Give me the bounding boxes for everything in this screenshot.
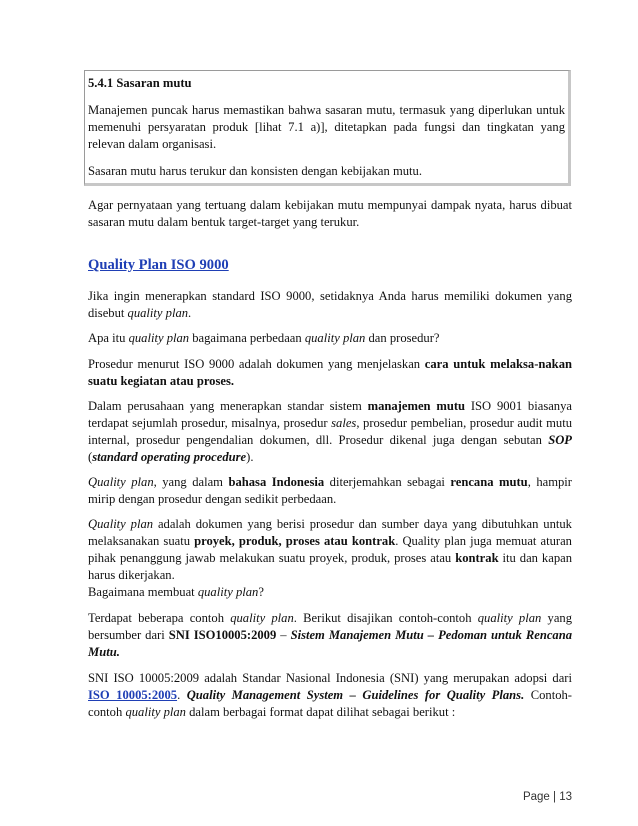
section-heading-quality-plan[interactable]: Quality Plan ISO 9000 [88, 257, 229, 273]
paragraph-1: Jika ingin menerapkan standard ISO 9000, setidaknya Anda harus memiliki dokumen yang disebut quality plan. [88, 289, 572, 320]
box-paragraph-1: Manajemen puncak harus memastikan bahwa sasaran mutu, termasuk yang diperlukan untuk memenuhi persyaratan produk [lihat 7.1 a)], ditetapkan pada fungsi dan tingkatan yang relevan dalam organisasi. [88, 103, 565, 151]
box-title: 5.4.1 Sasaran mutu [88, 76, 192, 90]
paragraph-9: SNI ISO 10005:2009 adalah Standar Nasional Indonesia (SNI) yang merupakan adopsi dari ISO 10005:2005. Quality Management System – Guidelines for Quality Plans. Contoh-contoh quality plan dalam berbagai format dapat dilihat sebagai berikut : [88, 671, 573, 719]
iso-10005-link[interactable]: ISO 10005:2005 [88, 688, 178, 702]
box-paragraph-2: Sasaran mutu harus terukur dan konsisten dengan kebijakan mutu. [88, 164, 423, 178]
paragraph-8: Terdapat beberapa contoh quality plan. Berikut disajikan contoh-contoh quality plan yang bersumber dari SNI ISO10005:2009 – Sistem Manajemen Mutu – Pedoman untuk Rencana Mutu. [88, 611, 573, 659]
paragraph-3: Prosedur menurut ISO 9000 adalah dokumen yang menjelaskan cara untuk melaksa-nakan suatu kegiatan atau proses. [88, 357, 572, 388]
paragraph-5: Quality plan, yang dalam bahasa Indonesia diterjemahkan sebagai rencana mutu, hampir mirip dengan prosedur dengan sedikit perbedaan. [88, 475, 572, 506]
paragraph-6: Quality plan adalah dokumen yang berisi prosedur dan sumber daya yang dibutuhkan untuk melaksanakan suatu proyek, produk, proses atau kontrak. Quality plan juga memuat aturan pihak penanggung jawab melakukan suatu proyek, produk, proses atau kontrak itu dan kapan harus dikerjakan. [88, 517, 573, 582]
quoted-standard-box [84, 70, 571, 186]
page-number-footer: Page | 13 [522, 791, 572, 803]
paragraph-4: Dalam perusahaan yang menerapkan standar sistem manajemen mutu ISO 9001 biasanya terdapat sejumlah prosedur, misalnya, prosedur sales, prosedur pembelian, prosedur audit mutu internal, prosedur pengendalian dokumen, dll. Prosedur dikenal juga dengan sebutan SOP (standard operating procedure). [88, 399, 572, 464]
paragraph-2: Apa itu quality plan bagaimana perbedaan quality plan dan prosedur? [88, 331, 440, 345]
intro-paragraph-block [88, 197, 572, 231]
intro-paragraph: Agar pernyataan yang tertuang dalam kebijakan mutu mempunyai dampak nyata, harus dibuat sasaran mutu dalam bentuk target-target yang terukur. [88, 198, 572, 229]
paragraph-7: Bagaimana membuat quality plan? [88, 585, 264, 599]
